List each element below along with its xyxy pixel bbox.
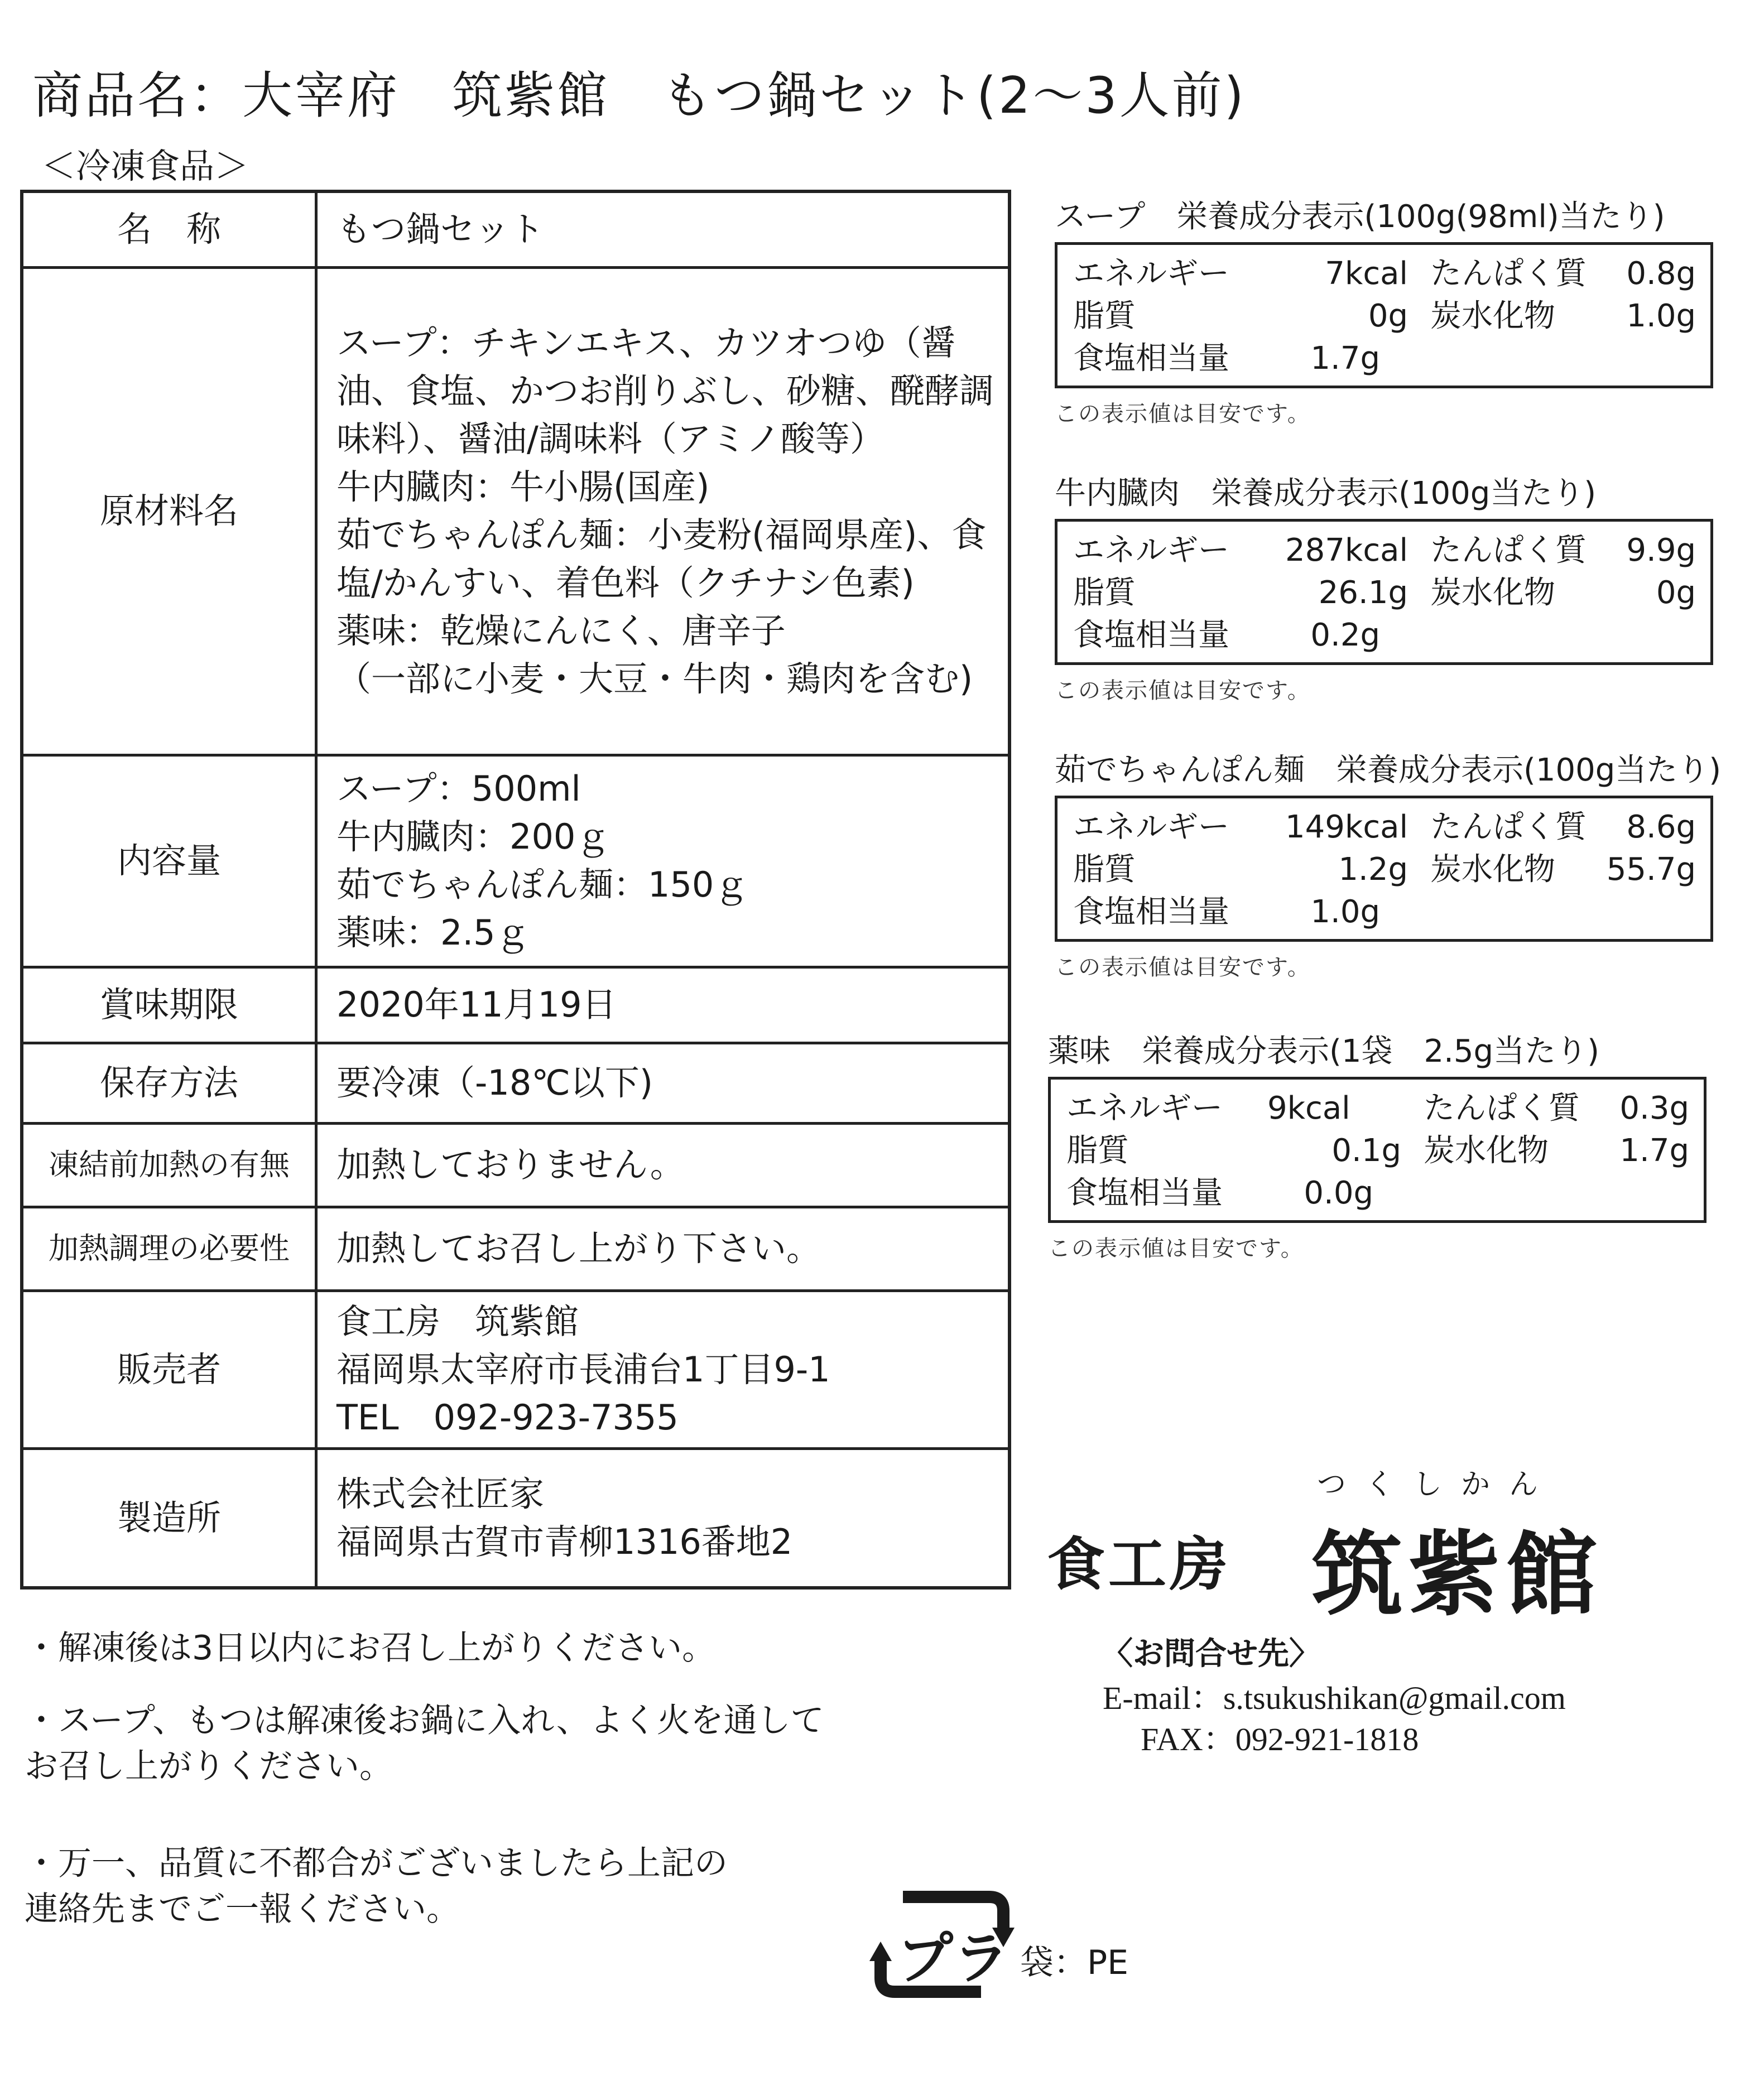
contact-heading: 〈お問合せ先〉	[1102, 1637, 1320, 1672]
storage-method: 要冷凍（-18℃以下)	[336, 1062, 653, 1103]
seller-address: 福岡県太宰府市長浦台1丁目9-1	[336, 1348, 830, 1390]
protein-label: たんぱく質	[1430, 256, 1587, 292]
nutrition-title: 牛内臓肉 栄養成分表示(100g当たり)	[1055, 475, 1597, 512]
fat-label: 脂質	[1073, 851, 1136, 888]
table-row-manufacturer	[22, 1448, 1009, 1588]
note-cooking-1: ・スープ、もつは解凍後お鍋に入れ、よく火を通して	[25, 1701, 824, 1740]
carb-value: 55.7g	[1606, 851, 1696, 888]
protein-value: 9.9g	[1626, 532, 1696, 569]
row-value-best-before	[316, 967, 1010, 1043]
energy-label: エネルギー	[1066, 1090, 1223, 1126]
contents-offal: 牛内臓肉：200ｇ	[336, 816, 610, 857]
energy-value: 287kcal	[1285, 532, 1408, 569]
heated-before-freezing-value: 加熱しておりません。	[336, 1144, 685, 1185]
estimate-note: この表示値は目安です。	[1055, 678, 1311, 704]
row-value-contents	[316, 755, 1010, 967]
carb-value: 1.0g	[1626, 298, 1696, 334]
fat-value: 26.1g	[1318, 575, 1408, 611]
salt-label: 食塩相当量	[1073, 340, 1229, 377]
row-label-name: 名 称	[22, 191, 316, 267]
row-label-heated-before-freezing: 凍結前加熱の有無	[22, 1123, 316, 1207]
row-value-cooking-required	[316, 1207, 1010, 1290]
product-name-heading: 商品名：大宰府 筑紫館 もつ鍋セット(2～3人前)	[32, 66, 1246, 125]
frozen-food-label: ＜冷凍食品＞	[41, 146, 249, 186]
ingredient-soup: スープ：チキンエキス、カツオつゆ（醤油、食塩、かつお削りぶし、砂糖、醗酵調味料）、醤油/調味料（アミノ酸等）	[336, 322, 994, 459]
note-thaw: ・解凍後は3日以内にお召し上がりください。	[25, 1629, 716, 1668]
estimate-note: この表示値は目安です。	[1055, 955, 1311, 980]
carb-value: 0g	[1656, 575, 1696, 611]
row-label-cooking-required: 加熱調理の必要性	[22, 1207, 316, 1290]
nutrition-title: スープ 栄養成分表示(100g(98ml)当たり)	[1055, 199, 1665, 235]
energy-value: 9kcal	[1267, 1090, 1350, 1126]
row-value-seller	[316, 1290, 1010, 1448]
nutrition-block-soup	[1055, 192, 1713, 428]
carb-label: 炭水化物	[1430, 298, 1555, 334]
protein-value: 8.6g	[1626, 809, 1696, 845]
energy-label: エネルギー	[1073, 256, 1229, 292]
packaging-material: 袋：PE	[1020, 1943, 1129, 1982]
salt-label: 食塩相当量	[1073, 617, 1229, 653]
salt-label: 食塩相当量	[1073, 894, 1229, 930]
row-label-seller: 販売者	[22, 1290, 316, 1448]
name-value: もつ鍋セット	[336, 209, 545, 250]
contact-fax: FAX：092-921-1818	[1141, 1721, 1419, 1757]
carb-value: 1.7g	[1619, 1133, 1689, 1169]
contents-condiment: 薬味：2.5ｇ	[336, 912, 530, 953]
best-before-date: 2020年11月19日	[336, 984, 617, 1025]
table-row-name	[22, 191, 1009, 267]
manufacturer-name: 株式会社匠家	[336, 1473, 545, 1514]
nutrition-table	[1048, 1077, 1706, 1223]
row-label-best-before: 賞味期限	[22, 967, 316, 1043]
energy-value: 7kcal	[1325, 256, 1408, 292]
energy-label: エネルギー	[1073, 809, 1229, 845]
seller-phone: TEL 092-923-7355	[336, 1396, 679, 1438]
estimate-note: この表示値は目安です。	[1048, 1236, 1304, 1261]
carb-label: 炭水化物	[1430, 575, 1555, 611]
salt-value: 0.2g	[1310, 617, 1380, 653]
row-label-storage: 保存方法	[22, 1043, 316, 1123]
nutrition-title: 茹でちゃんぽん麺 栄養成分表示(100g当たり)	[1055, 752, 1722, 788]
note-quality-2: 連絡先までご一報ください。	[25, 1890, 460, 1929]
contents-soup: スープ：500ml	[336, 768, 581, 809]
row-label-ingredients: 原材料名	[22, 267, 316, 755]
contact-email: E-mail：s.tsukushikan@gmail.com	[1103, 1680, 1566, 1716]
table-row-heated-before-freezing	[22, 1123, 1009, 1207]
table-row-cooking-required	[22, 1207, 1009, 1290]
fat-label: 脂質	[1066, 1133, 1129, 1169]
row-label-contents: 内容量	[22, 755, 316, 967]
ingredient-noodles: 茹でちゃんぽん麺：小麦粉(福岡県産)、食塩/かんすい、着色料（クチナシ色素)	[336, 514, 987, 603]
row-value-heated-before-freezing	[316, 1123, 1010, 1207]
row-value-name	[316, 191, 1010, 267]
nutrition-block-condiment	[1048, 1027, 1706, 1263]
salt-value: 1.0g	[1310, 894, 1380, 930]
plastic-recycle-mark	[864, 1875, 1020, 2014]
nutrition-table	[1055, 519, 1713, 665]
product-label-table	[20, 190, 1011, 1590]
table-row-seller	[22, 1290, 1009, 1448]
salt-value: 1.7g	[1310, 340, 1380, 377]
carb-label: 炭水化物	[1424, 1133, 1549, 1169]
row-value-manufacturer	[316, 1448, 1010, 1588]
energy-label: エネルギー	[1073, 532, 1229, 569]
contents-noodles: 茹でちゃんぽん麺：150ｇ	[336, 864, 749, 905]
brand-ruby: つくしかん	[1317, 1468, 1557, 1501]
table-row-ingredients	[22, 267, 1009, 755]
nutrition-title: 薬味 栄養成分表示(1袋 2.5g当たり)	[1048, 1033, 1599, 1070]
note-cooking-2: お召し上がりください。	[25, 1747, 393, 1786]
estimate-note: この表示値は目安です。	[1055, 401, 1311, 427]
carb-label: 炭水化物	[1430, 851, 1555, 888]
nutrition-block-offal	[1055, 469, 1713, 705]
protein-value: 0.3g	[1619, 1090, 1689, 1126]
cooking-required-value: 加熱してお召し上がり下さい。	[336, 1228, 821, 1269]
protein-label: たんぱく質	[1430, 809, 1587, 845]
brand-name: 筑紫館	[1311, 1520, 1603, 1628]
table-row-storage	[22, 1043, 1009, 1123]
recycle-mark-text: プラ	[897, 1926, 1009, 1991]
salt-label: 食塩相当量	[1066, 1175, 1223, 1211]
fat-value: 0g	[1368, 298, 1408, 334]
energy-value: 149kcal	[1285, 809, 1408, 845]
ingredient-condiment: 薬味：乾燥にんにく、唐辛子	[336, 610, 786, 651]
fat-label: 脂質	[1073, 575, 1136, 611]
seller-name: 食工房 筑紫館	[336, 1301, 579, 1342]
nutrition-table	[1055, 796, 1713, 942]
nutrition-block-noodles	[1055, 745, 1721, 981]
fat-value: 0.1g	[1331, 1133, 1401, 1169]
protein-label: たんぱく質	[1430, 532, 1587, 569]
table-row-best-before	[22, 967, 1009, 1043]
fat-value: 1.2g	[1338, 851, 1408, 888]
protein-label: たんぱく質	[1424, 1090, 1580, 1126]
allergen-note: （一部に小麦・大豆・牛肉・鶏肉を含む)	[336, 658, 973, 699]
manufacturer-address: 福岡県古賀市青柳1316番地2	[336, 1521, 793, 1562]
row-value-ingredients	[316, 267, 1010, 755]
fat-label: 脂質	[1073, 298, 1136, 334]
row-label-manufacturer: 製造所	[22, 1448, 316, 1588]
note-quality-1: ・万一、品質に不都合がございましたら上記の	[25, 1844, 728, 1883]
table-row-contents	[22, 755, 1009, 967]
brand-prefix: 食工房	[1047, 1530, 1232, 1598]
salt-value: 0.0g	[1304, 1175, 1373, 1211]
ingredient-offal: 牛内臓肉：牛小腸(国産)	[336, 466, 710, 507]
nutrition-table	[1055, 242, 1713, 388]
row-value-storage	[316, 1043, 1010, 1123]
protein-value: 0.8g	[1626, 256, 1696, 292]
